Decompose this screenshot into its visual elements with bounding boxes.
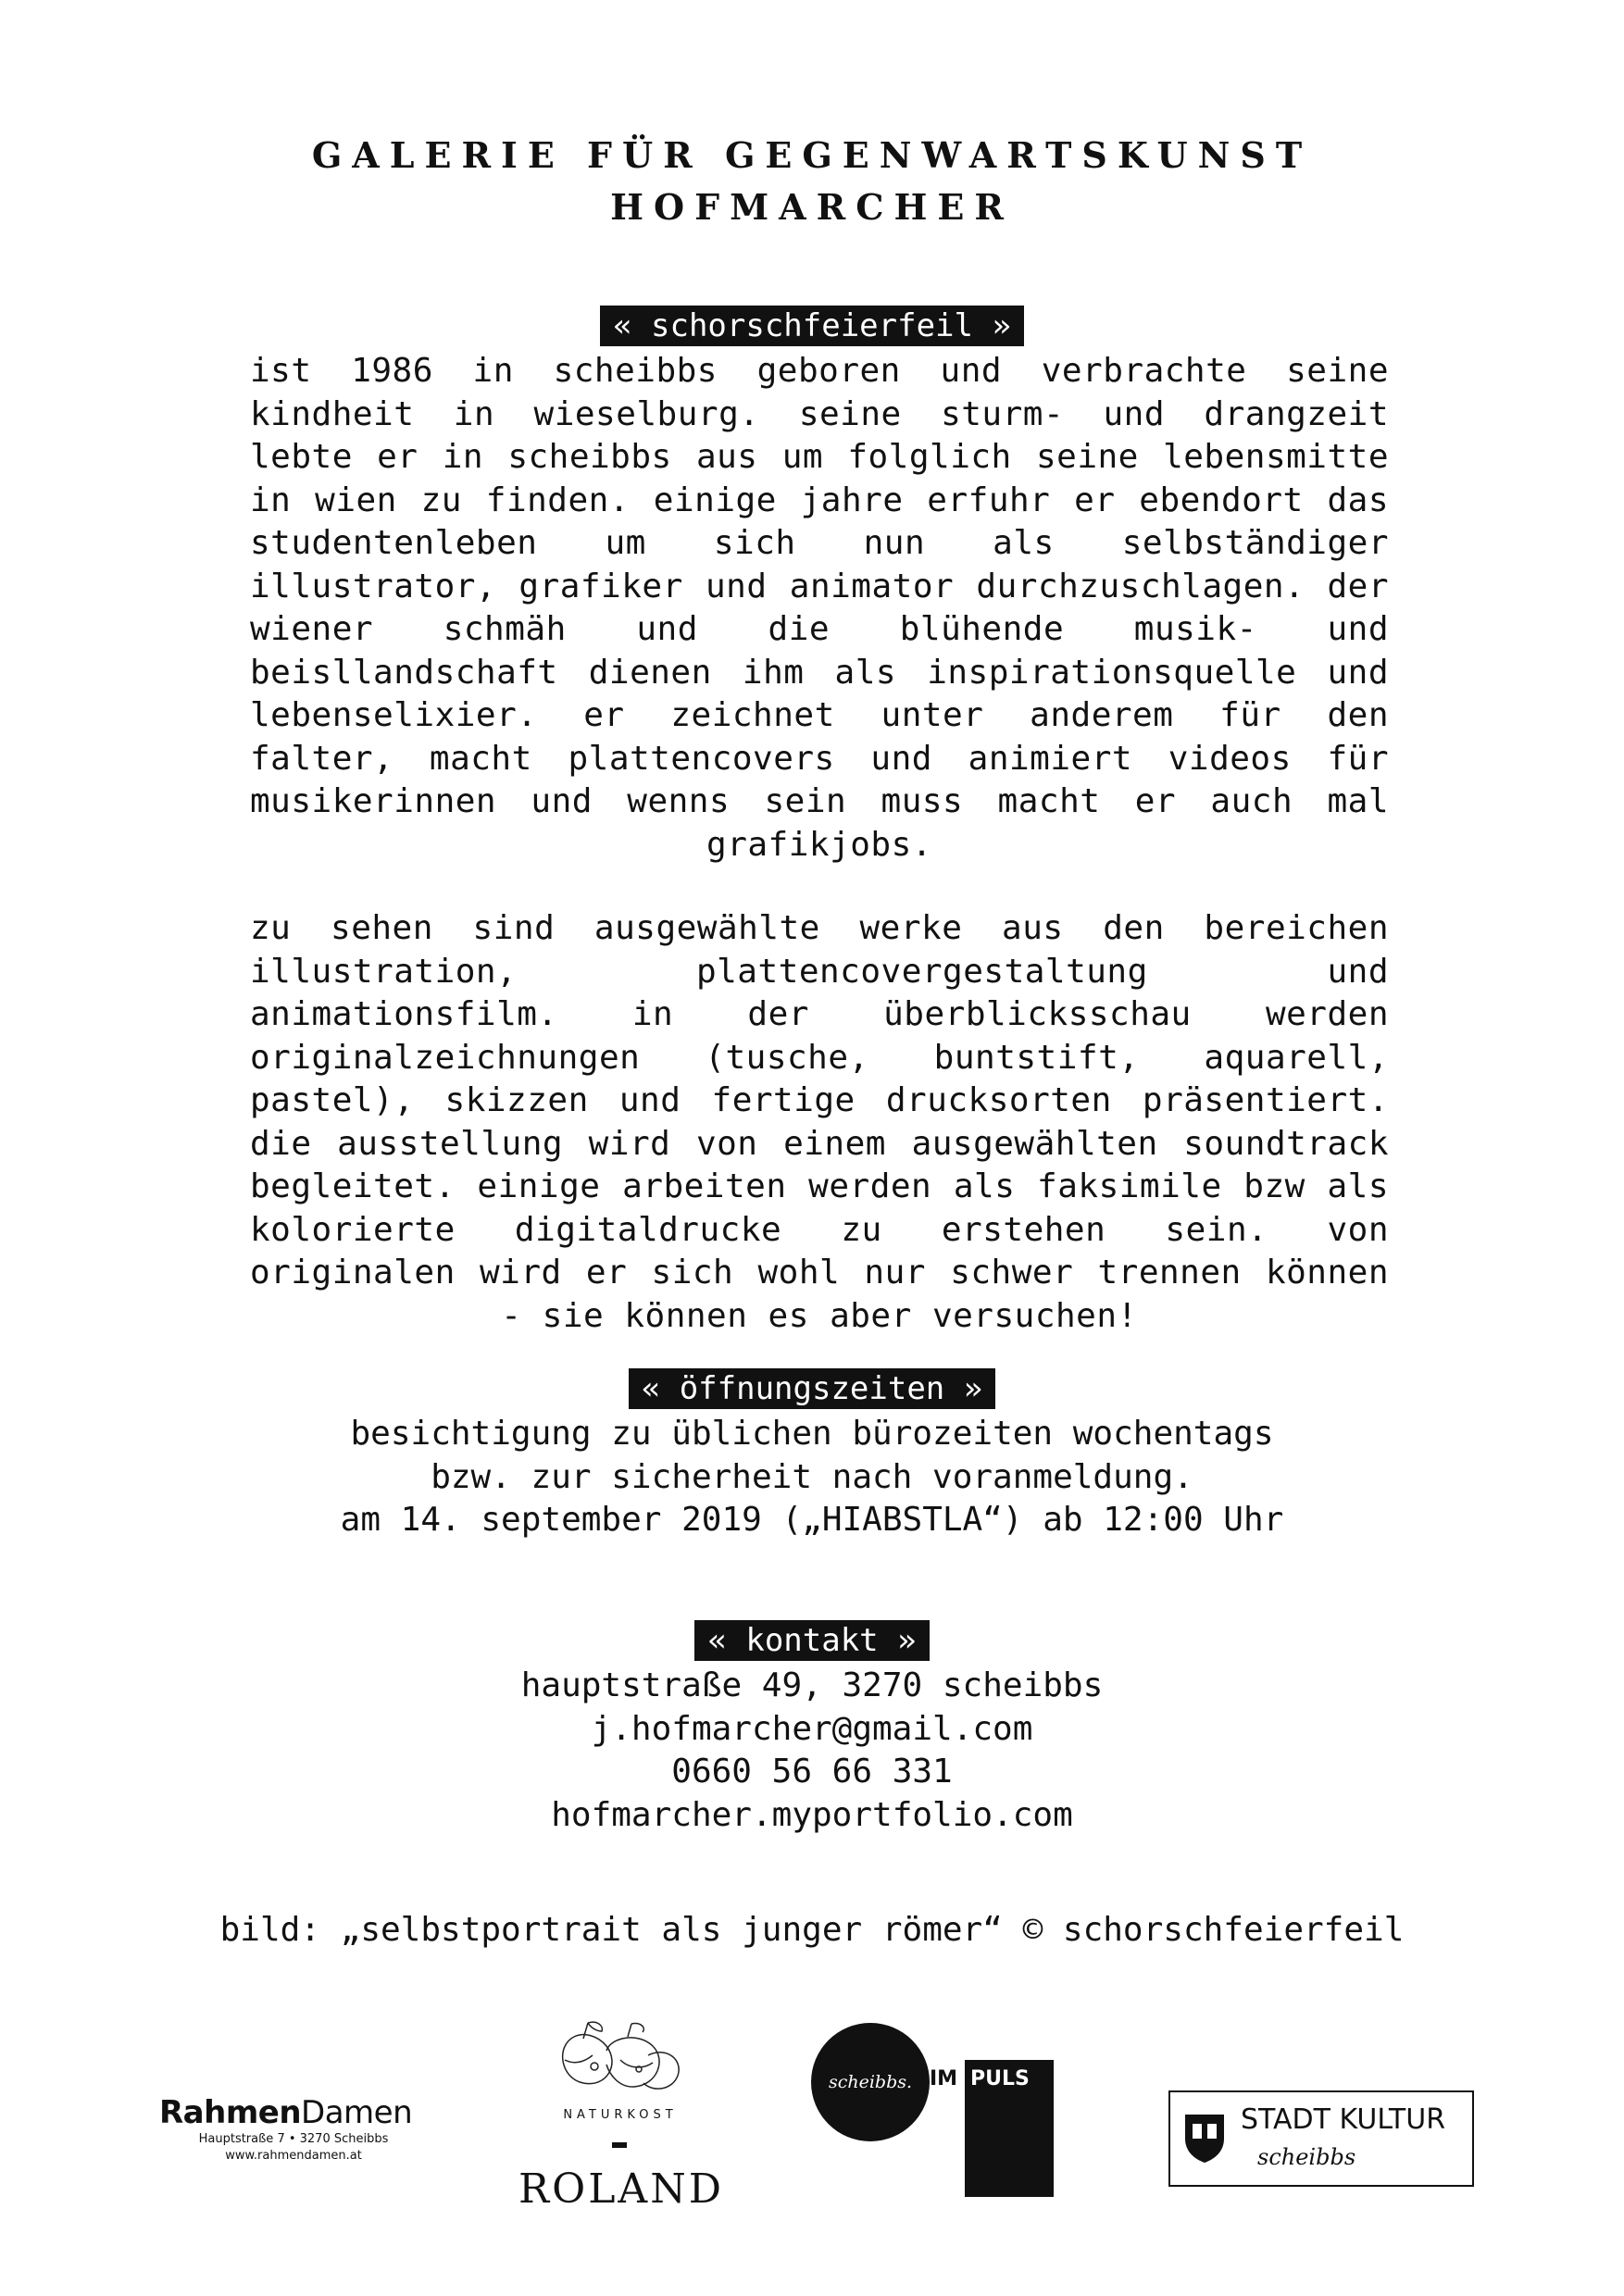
artist-bio: ist 1986 in scheibbs geboren und verbrachte seine kindheit in wieselburg. seine sturm- und drangzeit lebte er in scheibbs aus um folglich seine lebensmitte in wien zu finden. einige jahre erfuhr er ebendort das studentenleben um sich nun als selbständiger illustrator, grafiker und animator durchzuschlagen. der wiener schmäh und die blühende musik- und beisllandschaft dienen ihm als inspirationsquelle und lebenselixier. er zeichnet unter anderem für den falter, macht plattencovers und animiert videos für musikerinnen und wenns sein muss macht er auch mal grafikjobs.: [250, 352, 1389, 864]
stadt-kultur-logo: [1168, 2090, 1474, 2187]
contact-phone: 0660 56 66 331: [671, 1753, 953, 1791]
opening-hours-line: bzw. zur sicherheit nach voranmeldung.: [431, 1457, 1193, 1496]
opening-hours-line: besichtigung zu üblichen bürozeiten wochentags: [350, 1415, 1274, 1453]
impuls-im: IM: [930, 2067, 958, 2090]
exhibition-description: zu sehen sind ausgewählte werke aus den bereichen illustration, plattencovergestaltung und animationsfilm. in der überblicksschau werden originalzeichnungen (tusche, buntstift, aquarell, pastel), skizzen und fertige drucksorten präsentiert. die ausstellung wird von einem ausgewählten soundtrack begleitet. einige arbeiten werden als faksimile bzw als kolorierte digitaldrucke zu erstehen sein. von originalen wird er sich wohl nur schwer trennen können - sie können es aber versuchen!: [250, 909, 1389, 1335]
contact-block: [0, 1665, 1624, 1837]
opening-hours-line: am 14. september 2019 („HIABSTLA“) ab 12:00 Uhr: [340, 1501, 1284, 1539]
scheibbs-impuls-logo: [811, 2023, 1061, 2208]
opening-hours-label: « öffnungszeiten »: [0, 1368, 1624, 1409]
opening-hours-text: [0, 1413, 1624, 1542]
fruit-illustration-icon: [518, 2018, 722, 2103]
gallery-name: HOFMARCHER: [610, 186, 1014, 228]
artist-label: « schorschfeierfeil »: [0, 306, 1624, 346]
contact-label: « kontakt »: [0, 1620, 1624, 1661]
stadt-kultur-sub: scheibbs: [1257, 2144, 1356, 2170]
impuls-puls: PULS: [970, 2067, 1030, 2090]
contact-website[interactable]: hofmarcher.myportfolio.com: [551, 1795, 1073, 1834]
image-credit: bild: „selbstportrait als junger römer“ © schorschfeierfeil: [219, 1911, 1405, 1949]
dash-icon: [612, 2142, 627, 2148]
contact-email[interactable]: j.hofmarcher@gmail.com: [591, 1709, 1033, 1748]
rahmendamen-logo: RahmenDamen Hauptstraße 7 • 3270 Scheibbs www.rahmendamen.at: [159, 2094, 413, 2163]
naturkost-roland-logo: NATURKOST ROLAND: [518, 2018, 722, 2166]
gallery-title: GALERIE FÜR GEGENWARTSKUNST: [311, 134, 1313, 176]
contact-address: hauptstraße 49, 3270 scheibbs: [520, 1666, 1104, 1704]
stadt-kultur-text: STADT KULTUR: [1241, 2103, 1446, 2136]
scheibbs-circle: scheibbs.: [811, 2023, 930, 2141]
coat-of-arms-icon: [1181, 2111, 1228, 2165]
